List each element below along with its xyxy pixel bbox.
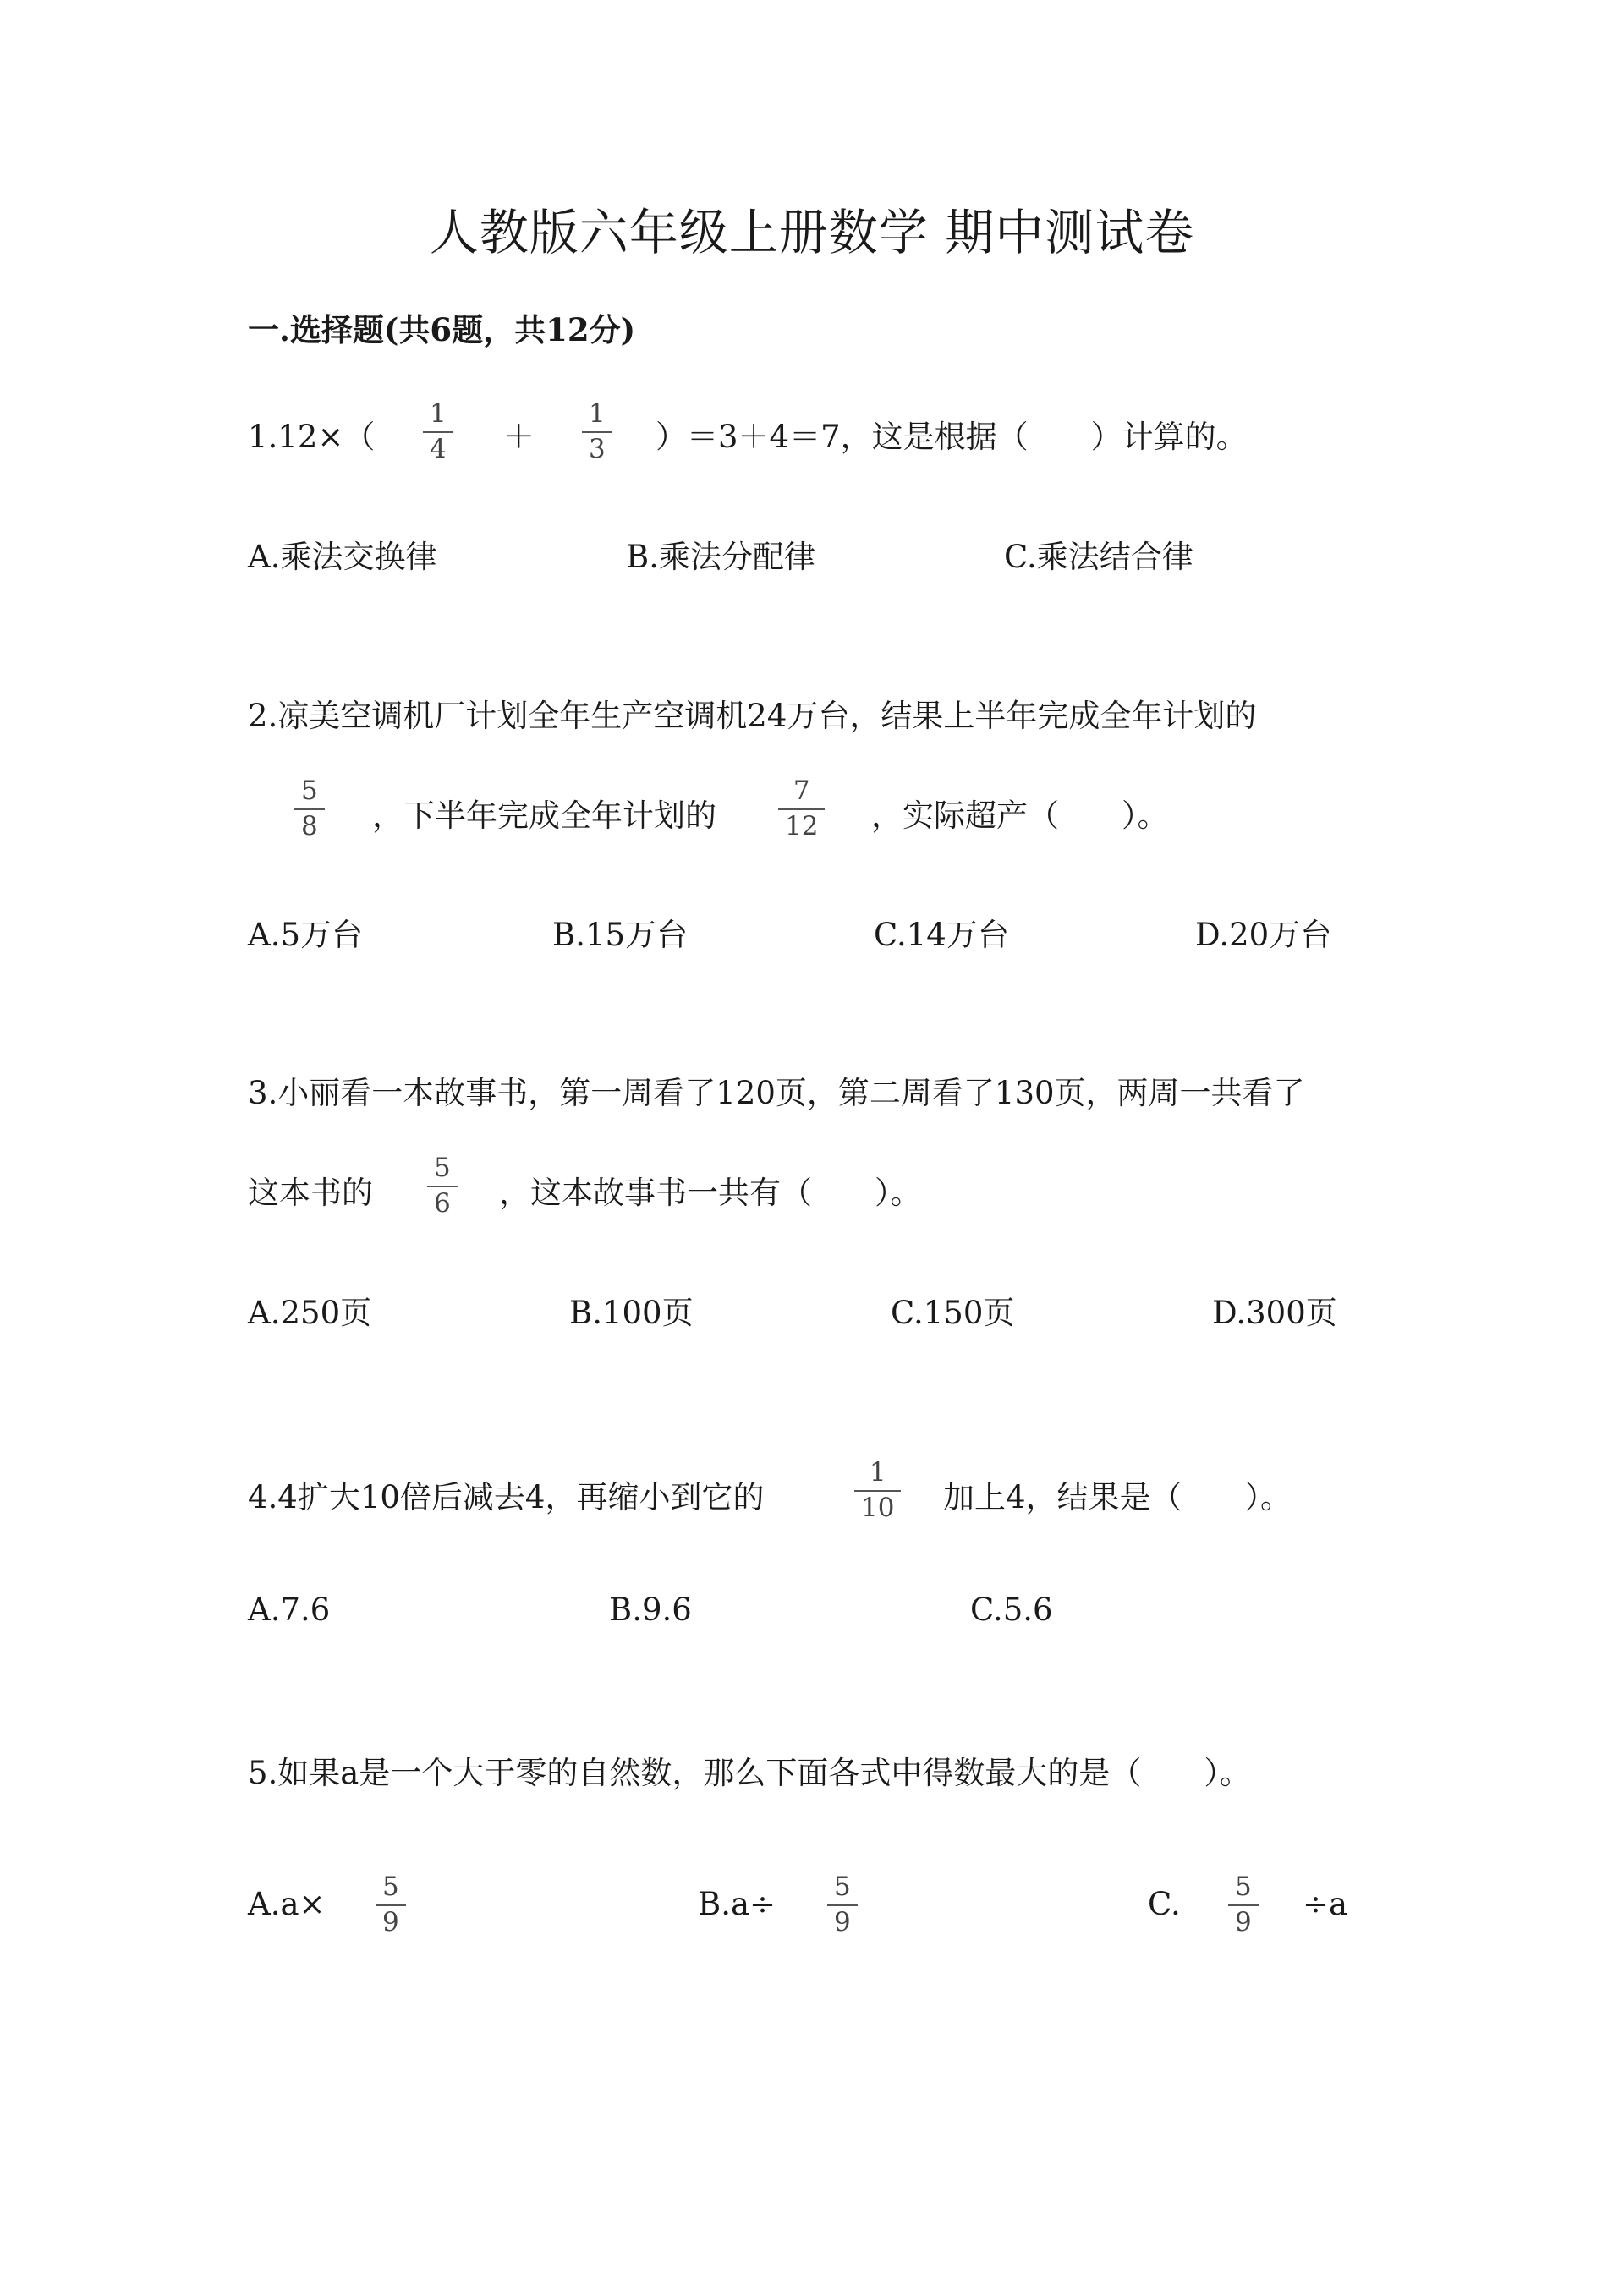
q2-mid: ，下半年完成全年计划的	[372, 797, 716, 834]
q5-b-denominator: 9	[834, 1906, 851, 1937]
fraction-bar	[582, 431, 612, 433]
q2-line1: 2.凉美空调机厂计划全年生产空调机24万台，结果上半年完成全年计划的	[248, 698, 1257, 734]
q1-plus: ＋	[503, 419, 535, 455]
q4-option-a[interactable]: A.7.6	[248, 1592, 331, 1628]
q2-f1-denominator: 8	[301, 810, 318, 841]
q5-a-numerator: 5	[382, 1871, 399, 1902]
q4-option-b[interactable]: B.9.6	[609, 1592, 692, 1628]
fraction-bar	[427, 1186, 458, 1187]
q3-f1-numerator: 5	[434, 1153, 451, 1183]
q2-option-a[interactable]: A.5万台	[248, 917, 364, 953]
q5-option-c-suffix: ÷a	[1303, 1886, 1348, 1922]
q5-option-c-fraction	[1228, 1872, 1259, 1937]
q3-option-a[interactable]: A.250页	[248, 1295, 372, 1331]
q5-b-numerator: 5	[834, 1871, 851, 1902]
q4-fraction-1	[854, 1458, 901, 1523]
q2-fraction-2	[778, 776, 825, 841]
q2-fraction-1	[294, 776, 325, 841]
q3-option-b[interactable]: B.100页	[569, 1295, 694, 1331]
q1-option-b[interactable]: B.乘法分配律	[626, 539, 815, 575]
q4-option-c[interactable]: C.5.6	[970, 1592, 1053, 1628]
q1-f2-numerator: 1	[589, 398, 606, 429]
fraction-bar	[827, 1904, 858, 1906]
q1-f2-denominator: 3	[589, 433, 606, 464]
q3-fraction-1	[427, 1153, 458, 1219]
q5-option-c-prefix[interactable]: C.	[1148, 1886, 1181, 1922]
q3-prefix: 这本书的	[248, 1175, 373, 1211]
fraction-bar	[376, 1904, 406, 1906]
q2-option-b[interactable]: B.15万台	[552, 917, 689, 953]
fraction-bar	[423, 431, 453, 433]
q5-option-a-prefix[interactable]: A.a×	[248, 1886, 326, 1922]
q1-option-a[interactable]: A.乘法交换律	[248, 539, 437, 575]
q2-option-d[interactable]: D.20万台	[1195, 917, 1332, 953]
q3-suffix: ，这本故事书一共有（ ）。	[499, 1175, 922, 1211]
q5-option-b-fraction	[827, 1872, 858, 1937]
section-heading: 一.选择题(共6题，共12分)	[248, 311, 636, 348]
q2-f2-denominator: 12	[785, 810, 819, 841]
q5-option-a-fraction	[376, 1872, 406, 1937]
exam-title: 人教版六年级上册数学 期中测试卷	[429, 204, 1195, 261]
q1-option-c[interactable]: C.乘法结合律	[1004, 539, 1193, 575]
q5-c-numerator: 5	[1235, 1871, 1252, 1902]
fraction-bar	[778, 808, 825, 810]
q1-fraction-1	[423, 399, 453, 464]
q3-option-c[interactable]: C.150页	[891, 1295, 1015, 1331]
q1-f1-numerator: 1	[430, 398, 447, 429]
q3-option-d[interactable]: D.300页	[1212, 1295, 1337, 1331]
q4-f1-numerator: 1	[869, 1457, 886, 1488]
q1-prefix: 1.12×（	[248, 419, 376, 455]
q2-suffix: ，实际超产（ ）。	[871, 797, 1169, 834]
fraction-bar	[294, 808, 325, 810]
q1-suffix: ）＝3＋4＝7，这是根据（ ）计算的。	[656, 419, 1248, 455]
q2-f1-numerator: 5	[301, 775, 318, 806]
q5-line1: 5.如果a是一个大于零的自然数，那么下面各式中得数最大的是（ ）。	[248, 1755, 1251, 1791]
fraction-bar	[1228, 1904, 1259, 1906]
q4-prefix: 4.4扩大10倍后减去4，再缩小到它的	[248, 1479, 765, 1515]
q1-f1-denominator: 4	[430, 433, 447, 464]
q1-fraction-2	[582, 399, 612, 464]
q5-c-denominator: 9	[1235, 1906, 1252, 1937]
q5-option-b-prefix[interactable]: B.a÷	[698, 1886, 776, 1922]
q5-a-denominator: 9	[382, 1906, 399, 1937]
q4-f1-denominator: 10	[861, 1492, 895, 1523]
q4-suffix: 加上4，结果是（ ）。	[943, 1479, 1292, 1515]
fraction-bar	[854, 1490, 901, 1492]
q2-option-c[interactable]: C.14万台	[874, 917, 1009, 953]
q2-f2-numerator: 7	[793, 775, 810, 806]
q3-f1-denominator: 6	[434, 1187, 451, 1219]
q3-line1: 3.小丽看一本故事书，第一周看了120页，第二周看了130页，两周一共看了	[248, 1075, 1305, 1111]
